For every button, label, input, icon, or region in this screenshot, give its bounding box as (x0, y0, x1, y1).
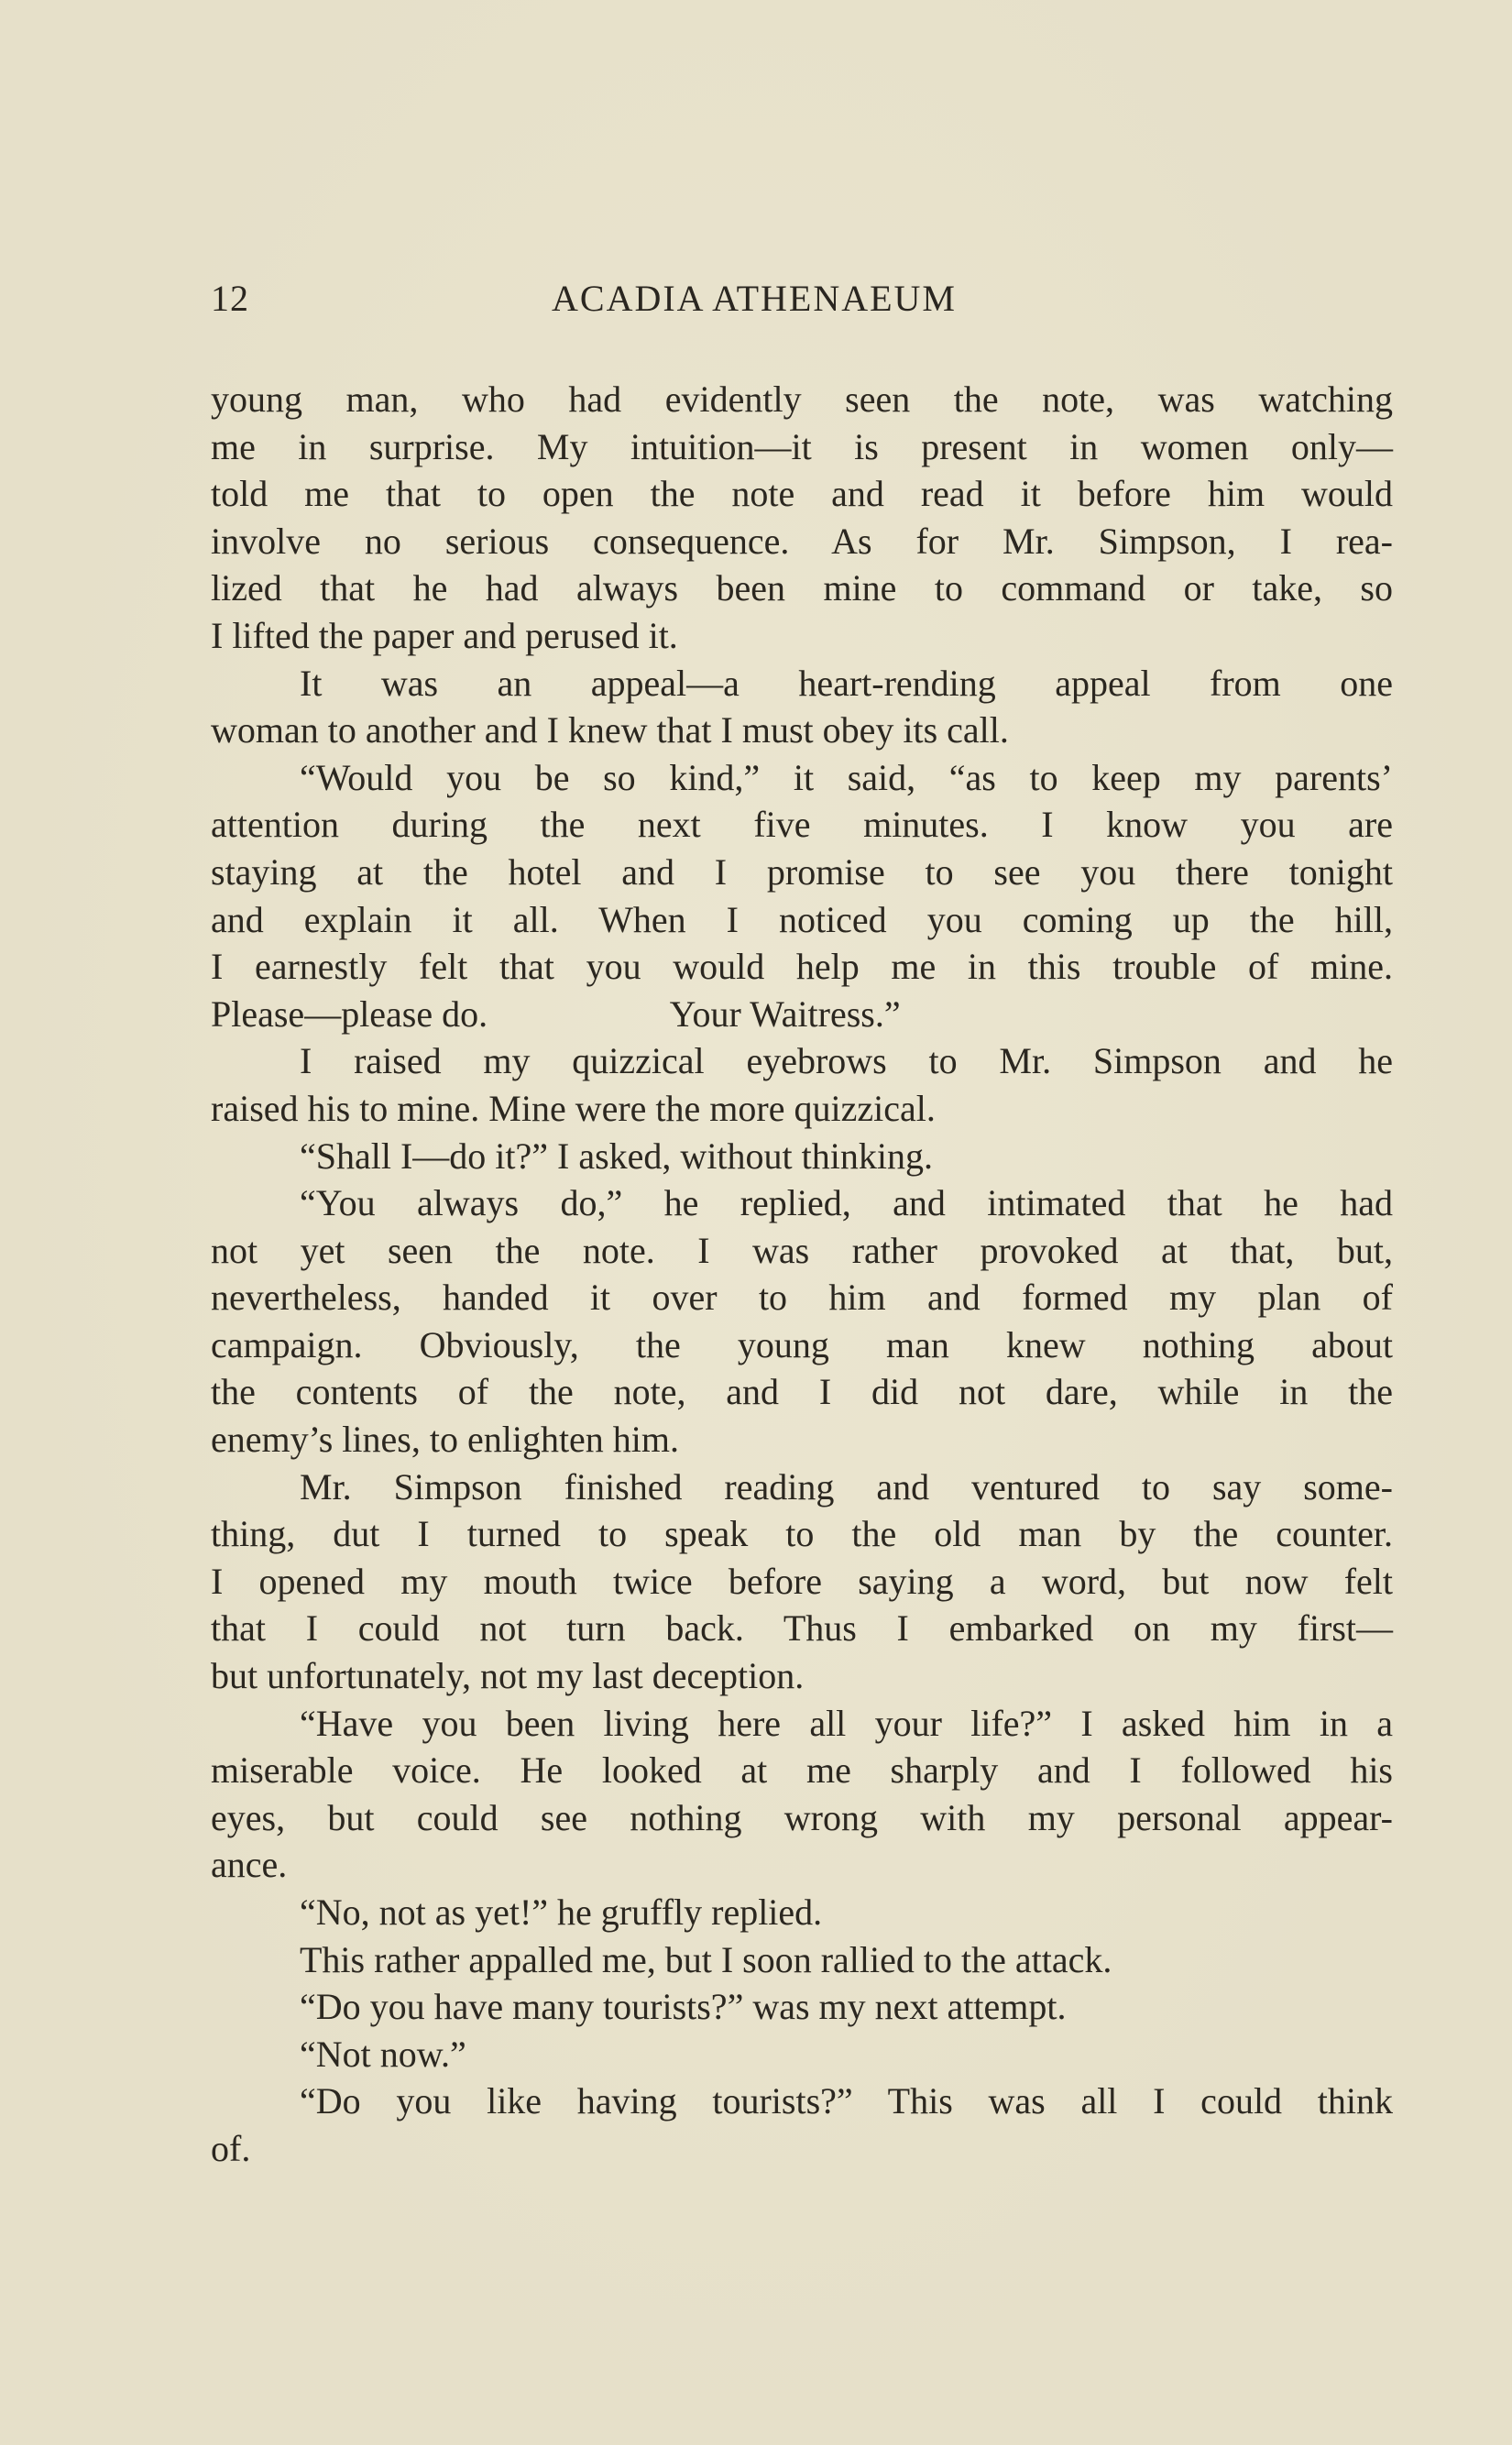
text-line: miserable voice. He looked at me sharply and I followed his (211, 1749, 1393, 1792)
text-line: “Shall I—do it?” I asked, without thinking. (300, 1135, 933, 1177)
text-line: the contents of the note, and I did not dare, while in the (211, 1371, 1393, 1413)
text-line: enemy’s lines, to enlighten him. (211, 1419, 680, 1461)
text-line: “You always do,” he replied, and intimated that he had (300, 1182, 1393, 1224)
text-line: me in surprise. My intuition—it is present in women only— (211, 425, 1393, 467)
text-line: “Would you be so kind,” it said, “as to keep my parents’ (300, 756, 1393, 798)
text-line: “No, not as yet!” he gruffly replied. (300, 1891, 823, 1933)
text-line: This rather appalled me, but I soon rallied to the attack. (300, 1938, 1112, 1980)
text-line: woman to another and I knew that I must obey its call. (211, 709, 1009, 751)
text-line: I lifted the paper and perused it. (211, 614, 678, 656)
text-line: but unfortunately, not my last deception. (211, 1655, 805, 1697)
text-line: involve no serious consequence. As for Mr. Simpson, I rea- (211, 520, 1393, 562)
text-line: attention during the next five minutes. I know you are (211, 804, 1393, 846)
text-line: eyes, but could see nothing wrong with my personal appear- (211, 1796, 1393, 1838)
text-line: I earnestly felt that you would help me in this trouble of mine. (211, 946, 1393, 988)
body-text (211, 376, 1393, 2173)
text-line: ance. (211, 1844, 288, 1886)
text-line: It was an appeal—a heart-rending appeal from one (300, 662, 1393, 704)
text-line: of. (211, 2127, 251, 2169)
text-line: “Not now.” (300, 2033, 466, 2075)
text-line: “Do you like having tourists?” This was all I could think (300, 2080, 1393, 2122)
text-line: campaign. Obviously, the young man knew nothing about (211, 1323, 1393, 1365)
text-line: I opened my mouth twice before saying a word, but now felt (211, 1560, 1393, 1602)
text-line: and explain it all. When I noticed you coming up the hill, (211, 898, 1393, 940)
page-header (211, 277, 1393, 332)
text-line: that I could not turn back. Thus I embarked on my first— (211, 1607, 1393, 1650)
text-line: Please—please do. Your Waitress.” (211, 992, 901, 1035)
text-line: thing, dut I turned to speak to the old man by the counter. (211, 1513, 1393, 1555)
text-line: lized that he had always been mine to command or take, so (211, 567, 1393, 609)
running-title: ACADIA ATHENAEUM (552, 278, 957, 319)
text-line: “Do you have many tourists?” was my next attempt. (300, 1986, 1067, 2028)
text-line: raised his to mine. Mine were the more quizzical. (211, 1087, 936, 1129)
text-line: staying at the hotel and I promise to see you there tonight (211, 850, 1393, 893)
text-line: told me that to open the note and read it before him would (211, 473, 1393, 515)
page-number: 12 (211, 278, 249, 319)
text-line: “Have you been living here all your life?” I asked him in a (300, 1702, 1393, 1744)
text-line: nevertheless, handed it over to him and formed my plan of (211, 1277, 1393, 1319)
text-line: Mr. Simpson finished reading and ventured to say some- (300, 1465, 1393, 1508)
text-line: I raised my quizzical eyebrows to Mr. Simpson and he (300, 1040, 1393, 1082)
text-line: young man, who had evidently seen the note, was watching (211, 378, 1393, 420)
text-line: not yet seen the note. I was rather provoked at that, but, (211, 1229, 1393, 1271)
